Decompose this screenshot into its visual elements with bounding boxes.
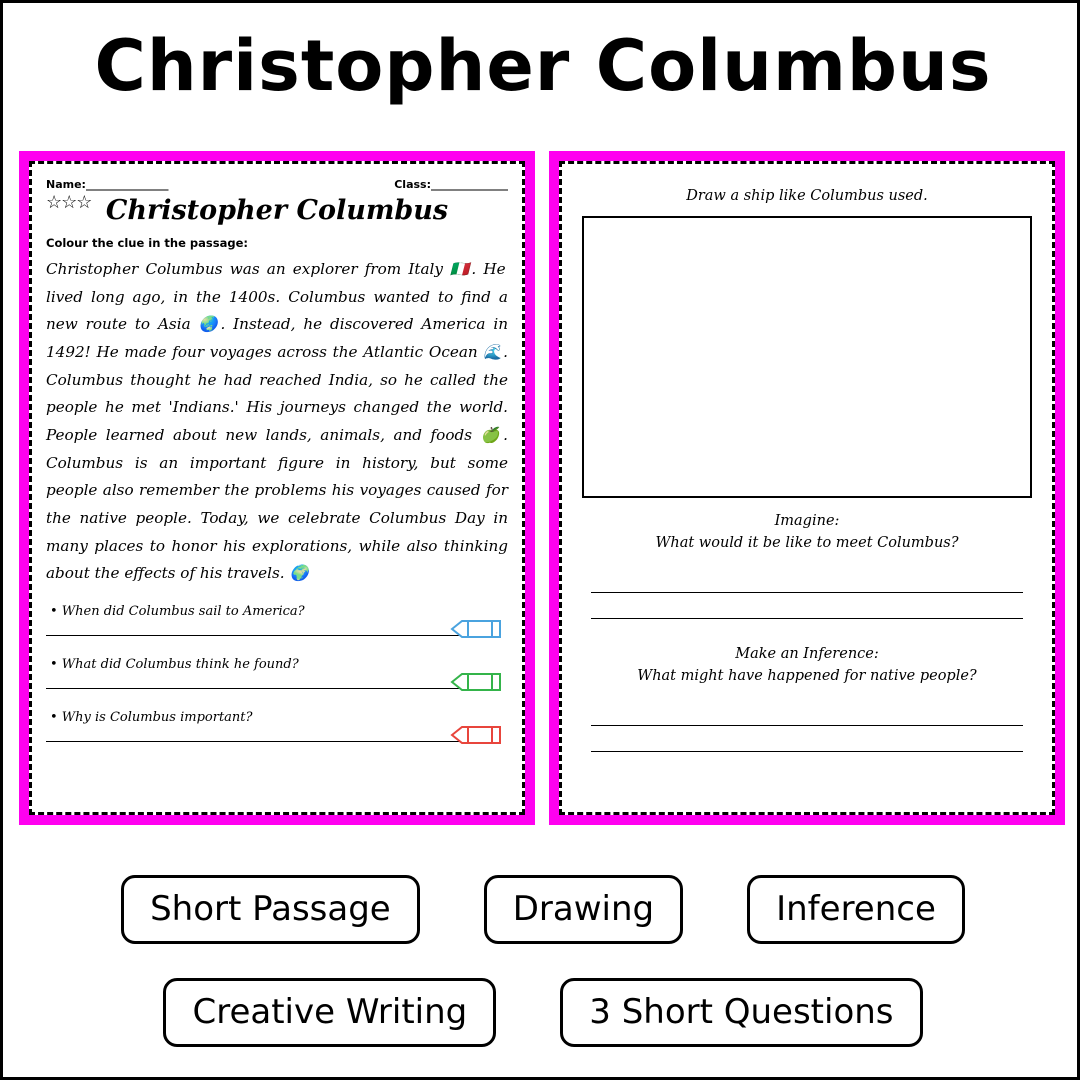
name-field[interactable]: Name:_______________ [46,178,169,191]
imagine-writing-lines [591,567,1023,619]
worksheet-right-inner [559,161,1055,815]
worksheet-left-inner [29,161,525,815]
inference-prompt: What might have happened for native people? [637,668,977,685]
questions-list [46,604,508,742]
inference-writing-lines [591,700,1023,752]
badge-short-passage: Short Passage [121,875,420,944]
drawing-area[interactable] [582,216,1032,498]
question-text: • When did Columbus sail to America? [50,603,305,619]
star-rating-icon[interactable]: ☆☆☆ [46,192,92,212]
question-item [46,657,508,689]
worksheet-title: Christopher Columbus [105,195,449,226]
inference-section [576,643,1038,688]
instruction-text: Colour the clue in the passage: [46,236,248,250]
badge-creative-writing: Creative Writing [163,978,496,1047]
feature-badges-row-1 [3,875,1080,944]
answer-line[interactable] [46,688,471,689]
badge-inference: Inference [747,875,965,944]
writing-line[interactable] [591,700,1023,726]
answer-line[interactable] [46,741,471,742]
question-item [46,604,508,636]
question-item [46,710,508,742]
imagine-label: Imagine: [774,513,840,529]
crayon-icon [448,724,504,746]
inference-label: Make an Inference: [735,645,879,662]
class-field[interactable]: Class:______________ [394,178,508,191]
answer-line[interactable] [46,635,471,636]
reading-passage: Christopher Columbus was an explorer from Italy 🇮🇹. He lived long ago, in the 1400s. Columbus wanted to find a new route to Asia 🌏. Instead, he discovered America in 1492! He made four voyages across the Atlantic Ocean 🌊. Columbus thought he had reached India, so he called the people he met 'Indians.' His journeys changed the world. People learned about new lands, animals, and foods 🍏. Columbus is an important figure in history, but some people also remember the problems his voyages caused for the native people. Today, we celebrate Columbus Day in many places to honor his explorations, while also thinking about the effects of his travels. 🌍 [46,260,508,583]
worksheet-left [19,151,535,825]
writing-line[interactable] [591,726,1023,752]
writing-line[interactable] [591,593,1023,619]
imagine-section [576,510,1038,555]
imagine-prompt: What would it be like to meet Columbus? [655,535,959,552]
crayon-icon [448,671,504,693]
worksheet-right [549,151,1065,825]
question-text: • What did Columbus think he found? [50,656,299,672]
drawing-prompt: Draw a ship like Columbus used. [686,188,928,204]
crayon-icon [448,618,504,640]
page-title: Christopher Columbus [94,25,992,107]
question-text: • Why is Columbus important? [50,709,253,725]
feature-badges-row-2 [3,978,1080,1047]
badge-three-short-questions: 3 Short Questions [560,978,922,1047]
writing-line[interactable] [591,567,1023,593]
badge-drawing: Drawing [484,875,683,944]
student-info-row [46,178,508,191]
